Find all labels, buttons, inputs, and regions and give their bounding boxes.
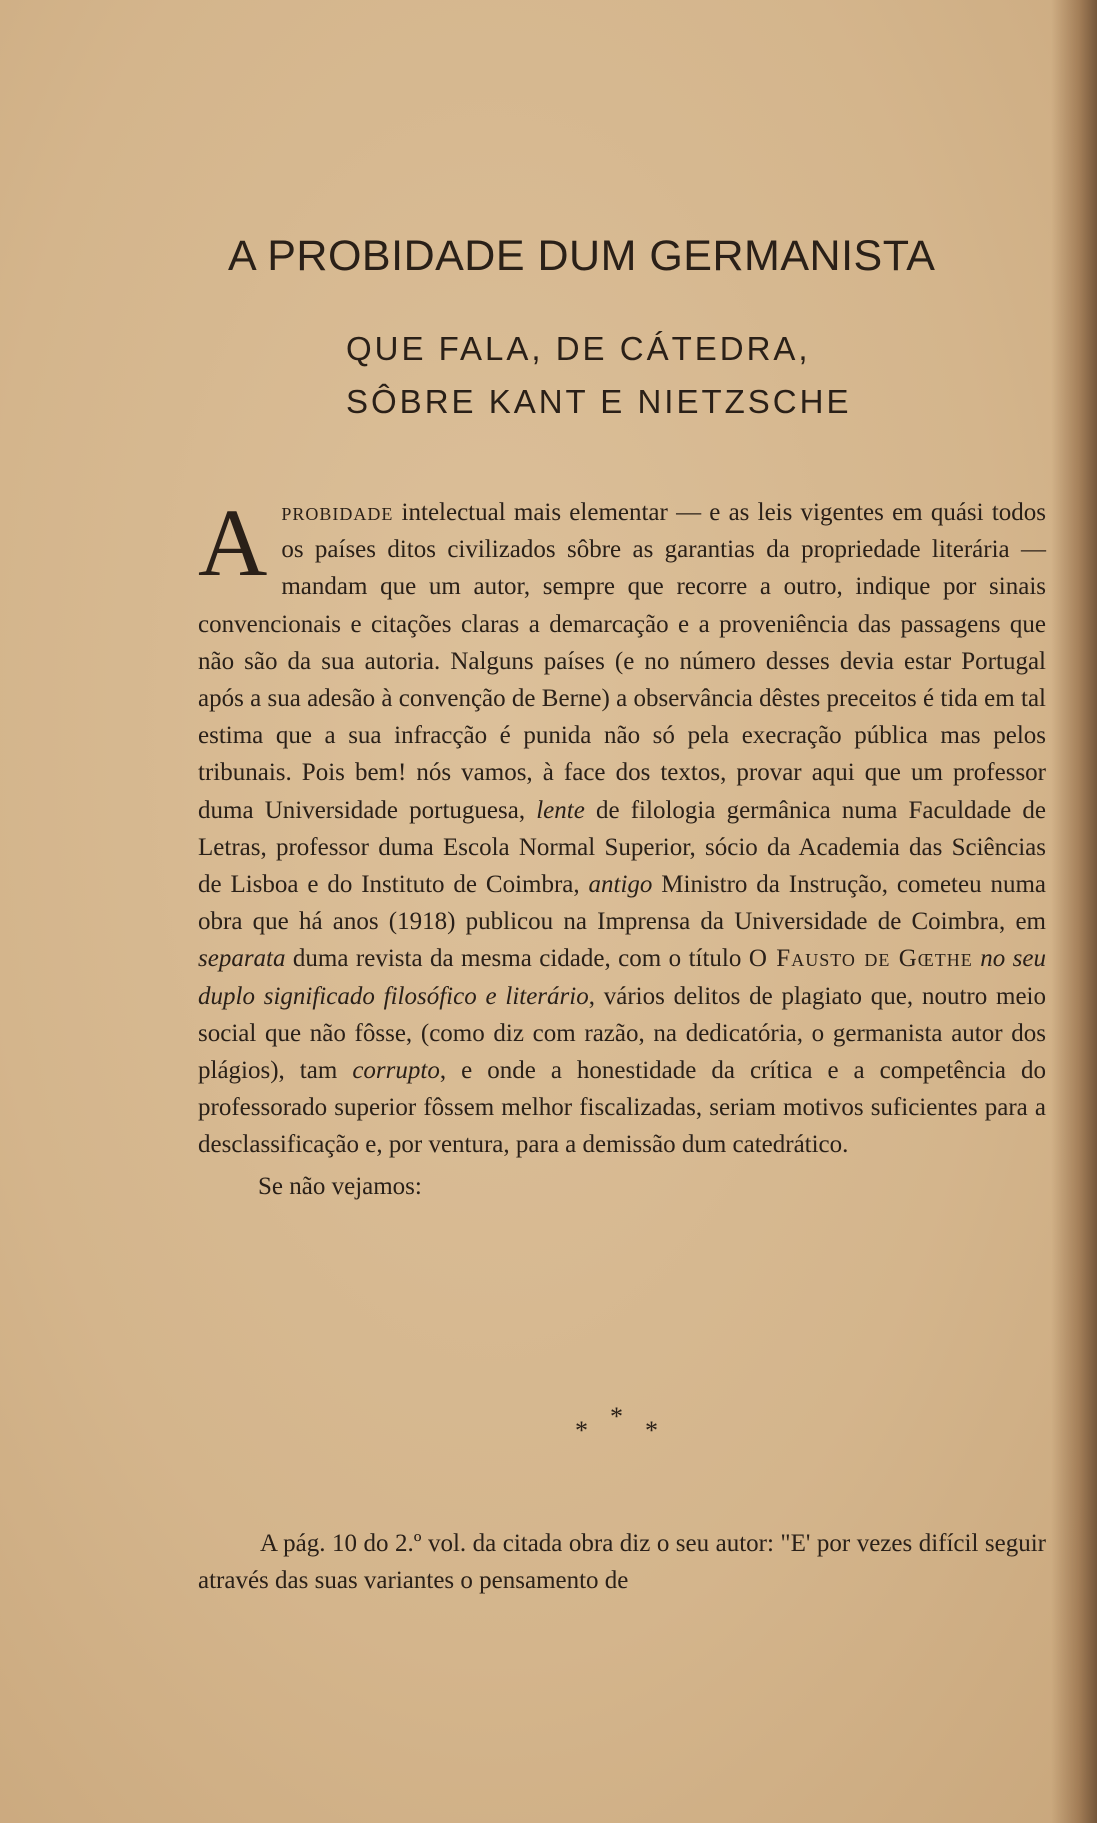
drop-cap: A — [198, 489, 268, 596]
page-edge-shadow — [1051, 0, 1097, 1823]
italic-antigo: antigo — [588, 871, 653, 899]
text-run: , e onde a honestidade da crítica e a competência do professorado superior fôssem melhor fiscalizadas, seriam motivos suficientes para a desclassificação e, por ventura, para a demissão dum catedrático. — [198, 1057, 1047, 1159]
second-paragraph: A pág. 10 do 2.º vol. da citada obra diz o seu autor: "E' por vezes difícil seguir através das suas variantes o pensamento de — [198, 1530, 1046, 1594]
page-title: A PROBIDADE DUM GERMANISTA — [228, 232, 936, 280]
subtitle-line-1: QUE FALA, DE CÁTEDRA, — [346, 330, 811, 367]
short-paragraph: Se não vejamos: — [258, 1172, 422, 1200]
subtitle-line-2: SÔBRE KANT E NIETZSCHE — [346, 383, 852, 420]
italic-separata: separata — [198, 945, 286, 973]
main-paragraph — [198, 489, 1047, 1205]
book-subtitle-italic: no seu duplo significado filosófico e literário — [198, 945, 1046, 1010]
italic-lente: lente — [536, 796, 585, 824]
text-run: de filologia germânica numa Faculdade de Letras, professor duma Escola Normal Superior, sócio da Academia das Sciências de Lisboa e do Instituto de Coimbra, — [198, 796, 1046, 899]
lead-smallcaps: probidade — [281, 499, 394, 526]
text-run: intelectual mais elementar — e as leis vigentes em quási todos os países ditos civilizados sôbre as garantias da propriedade literária — mandam que um autor, sempre que recorre a outro, indique por sinais convencionais e citações claras a demarcação e a proveniência das passagens que não são da sua autoria. Nalguns países (e no número desses devia estar Portugal após a sua adesão à convenção de Berne) a observância dêstes preceitos é tida em tal estima que a sua infracção é punida não só pela execração pública mas pelos tribunais. Pois bem! nós vamos, à face dos textos, provar aqui que um professor duma Universidade portuguesa, — [198, 499, 1046, 824]
book-title-smallcaps: O Fausto de Gœthe — [748, 945, 973, 973]
asterisk: * — [645, 1416, 680, 1445]
italic-corrupto: corrupto — [352, 1057, 440, 1085]
text-run: duma revista da mesma cidade, com o título — [285, 945, 749, 973]
section-separator — [575, 1402, 680, 1446]
asterisk: * — [610, 1402, 645, 1431]
text-run: , vários delitos de plagiato que, noutro meio social que não fôsse, (como diz com razão, na dedicatória, o germanista autor dos plágios), tam — [198, 982, 1046, 1085]
asterisk: * — [575, 1416, 610, 1445]
text-run: Ministro da Instrução, cometeu numa obra que há anos (1918) publicou na Imprensa da Universidade de Coimbra, em — [198, 871, 1046, 936]
